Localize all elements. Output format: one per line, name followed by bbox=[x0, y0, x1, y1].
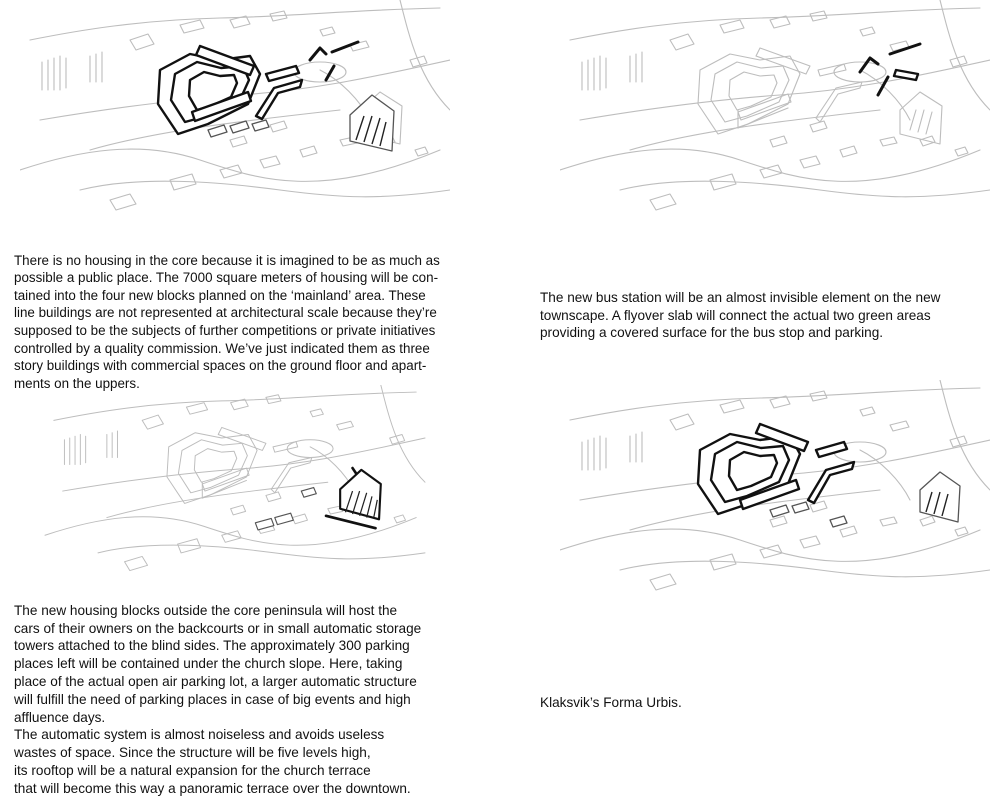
panel-parking bbox=[0, 380, 500, 796]
caption-forma-urbis: Klaksvik’s Forma Urbis. bbox=[540, 694, 682, 710]
caption-parking: The new housing blocks outside the core peninsula will host the cars of their owners on the backcourts or in small automatic storage towers attached to the blind sides. The approximately 300 parking places left will be contained under the church slope. Here, taking place of the actual open air parking lot, a larger automatic structure will fulfill the need of parking places in case of big events and high affluence days. The automatic system is almost noiseless and avoids useless wastes of space. Since the structure will be five levels high, its rooftop will be a natural expansion for the church terrace that will become this way a panoramic terrace over the downtown. bbox=[14, 602, 422, 796]
caption-housing: There is no housing in the core because it is imagined to be as much as possible a public place. The 7000 square meters of housing will be con- tained into the four new blocks planned on the ‘mainland’ area. These line buildings are not represented at architectural scale because they’re supposed to be the subjects of further competitions or private initiatives controlled by a quality commission. We’ve just indicated them as three story buildings with commercial spaces on the ground floor and apart- ments on the uppers. bbox=[14, 252, 440, 391]
caption-bus-station: The new bus station will be an almost invisible element on the new townscape. A flyover slab will connect the actual two green areas providing a covered surface for the bus stop and parking. bbox=[540, 289, 941, 341]
panel-forma-urbis bbox=[500, 380, 1000, 791]
drawing-bus-station bbox=[560, 0, 990, 240]
drawing-housing-blocks bbox=[20, 0, 450, 215]
drawing-parking-structure bbox=[20, 385, 450, 575]
panel-housing bbox=[0, 0, 500, 391]
panel-bus-station bbox=[500, 0, 1000, 380]
drawing-forma-urbis bbox=[560, 380, 990, 620]
